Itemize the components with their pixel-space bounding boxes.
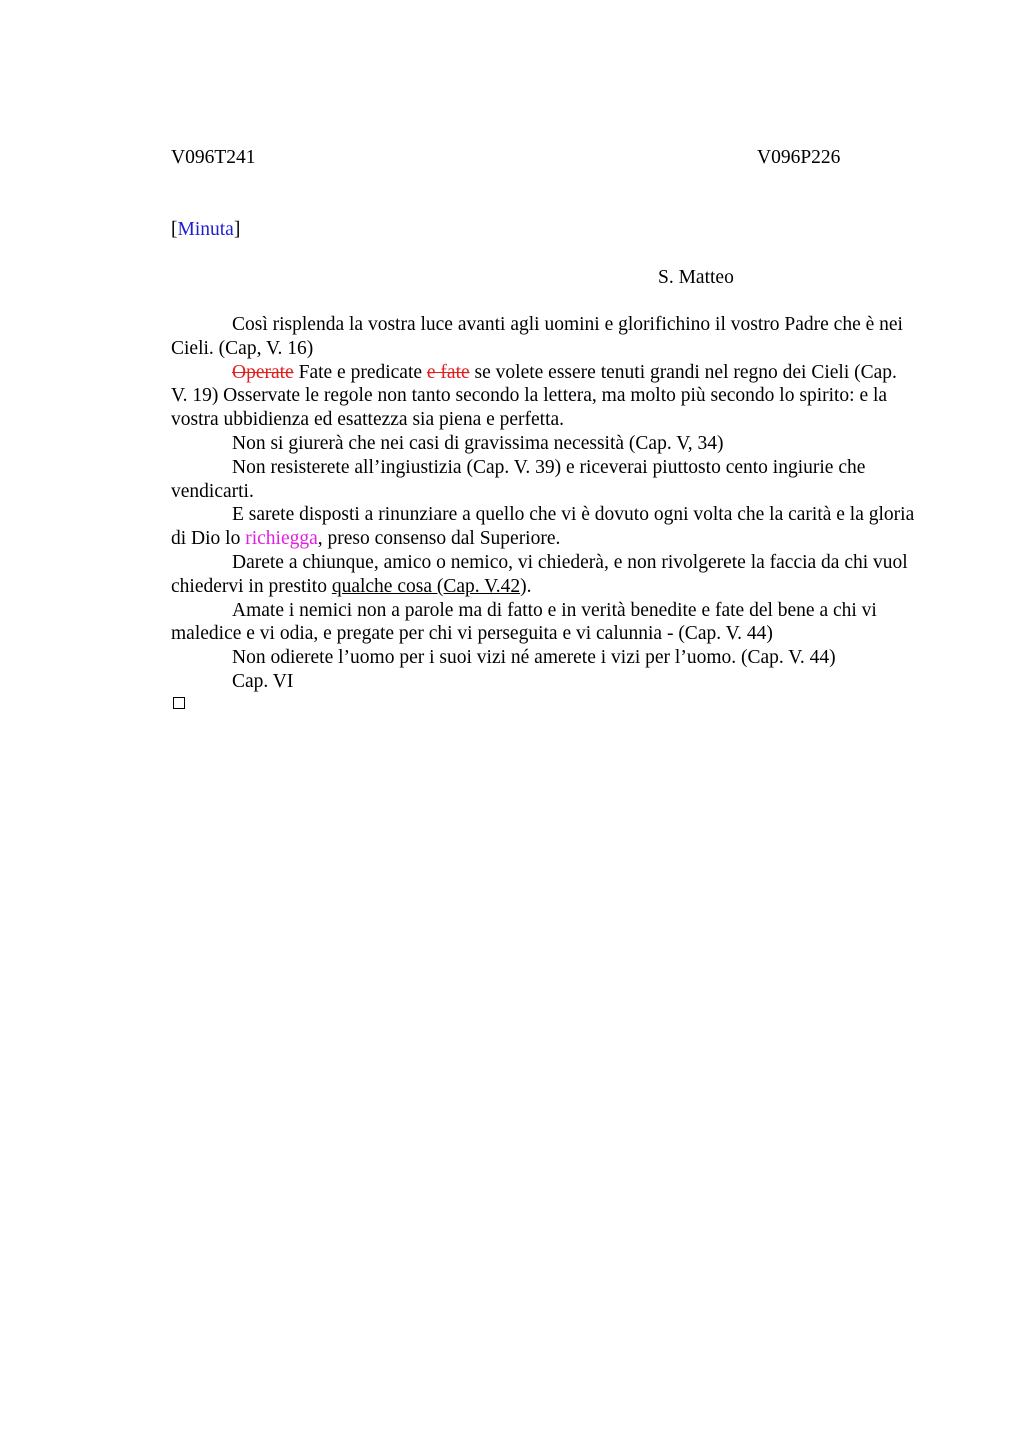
paragraph-8: Non odierete l’uomo per i suoi vizi né amerete i vizi per l’uomo. (Cap. V. 44) bbox=[232, 647, 836, 669]
paragraph-3: Non si giurerà che nei casi di gravissima necessità (Cap. V, 34) bbox=[232, 432, 724, 454]
document-body bbox=[171, 313, 915, 694]
paragraph-text: Fate e predicate bbox=[293, 361, 427, 383]
place-heading: S. Matteo bbox=[658, 267, 734, 288]
paragraph-text: E sarete disposti a rinunziare a quello che vi è dovuto ogni volta che la carità e la gloria di Dio lo bbox=[171, 504, 915, 550]
empty-checkbox-icon[interactable] bbox=[173, 697, 185, 709]
paragraph-6 bbox=[171, 551, 915, 599]
deleted-text: e fate bbox=[426, 361, 470, 383]
paragraph-7: Amate i nemici non a parole ma di fatto e in verità benedite e fate del bene a chi vi maledice e vi odia, e pregate per chi vi perseguita e vi calunnia - (Cap. V. 44) bbox=[171, 599, 877, 645]
paragraph-2 bbox=[171, 361, 915, 432]
paragraph-text: , preso consenso dal Superiore. bbox=[317, 528, 561, 550]
minuta-label bbox=[171, 218, 240, 242]
underlined-text: qualche cosa (Cap. V.42 bbox=[331, 575, 521, 597]
paragraph-4: Non resisterete all’ingiustizia (Cap. V. 39) e riceverai piuttosto cento ingiurie che vendicarti. bbox=[171, 456, 866, 502]
paragraph-5 bbox=[171, 503, 915, 551]
paragraph-text: se volete essere tenuti grandi nel regno dei Cieli (Cap. V. 19) Osservate le regole non tanto secondo la lettera, ma molto più secondo lo spirito: e la vostra ubbidienza ed esattezza sia piena e perfetta. bbox=[171, 361, 897, 431]
minuta-close-bracket: ] bbox=[233, 219, 241, 240]
document-code-left: V096T241 bbox=[171, 147, 256, 168]
inserted-text: richiegga bbox=[245, 528, 318, 550]
paragraph-1: Così risplenda la vostra luce avanti agli uomini e glorifichino il vostro Padre che è nei Cieli. (Cap, V. 16) bbox=[171, 314, 903, 359]
deleted-text: Operate bbox=[232, 361, 294, 383]
document-code-right: V096P226 bbox=[757, 147, 841, 168]
paragraph-9: Cap. VI bbox=[232, 670, 294, 692]
minuta-open-bracket: [ bbox=[171, 219, 178, 240]
minuta-link[interactable]: Minuta bbox=[177, 219, 234, 240]
paragraph-text: Darete a chiunque, amico o nemico, vi chiederà, e non rivolgerete la faccia da chi vuol chiedervi in prestito bbox=[171, 551, 908, 597]
paragraph-text: ). bbox=[520, 575, 532, 597]
